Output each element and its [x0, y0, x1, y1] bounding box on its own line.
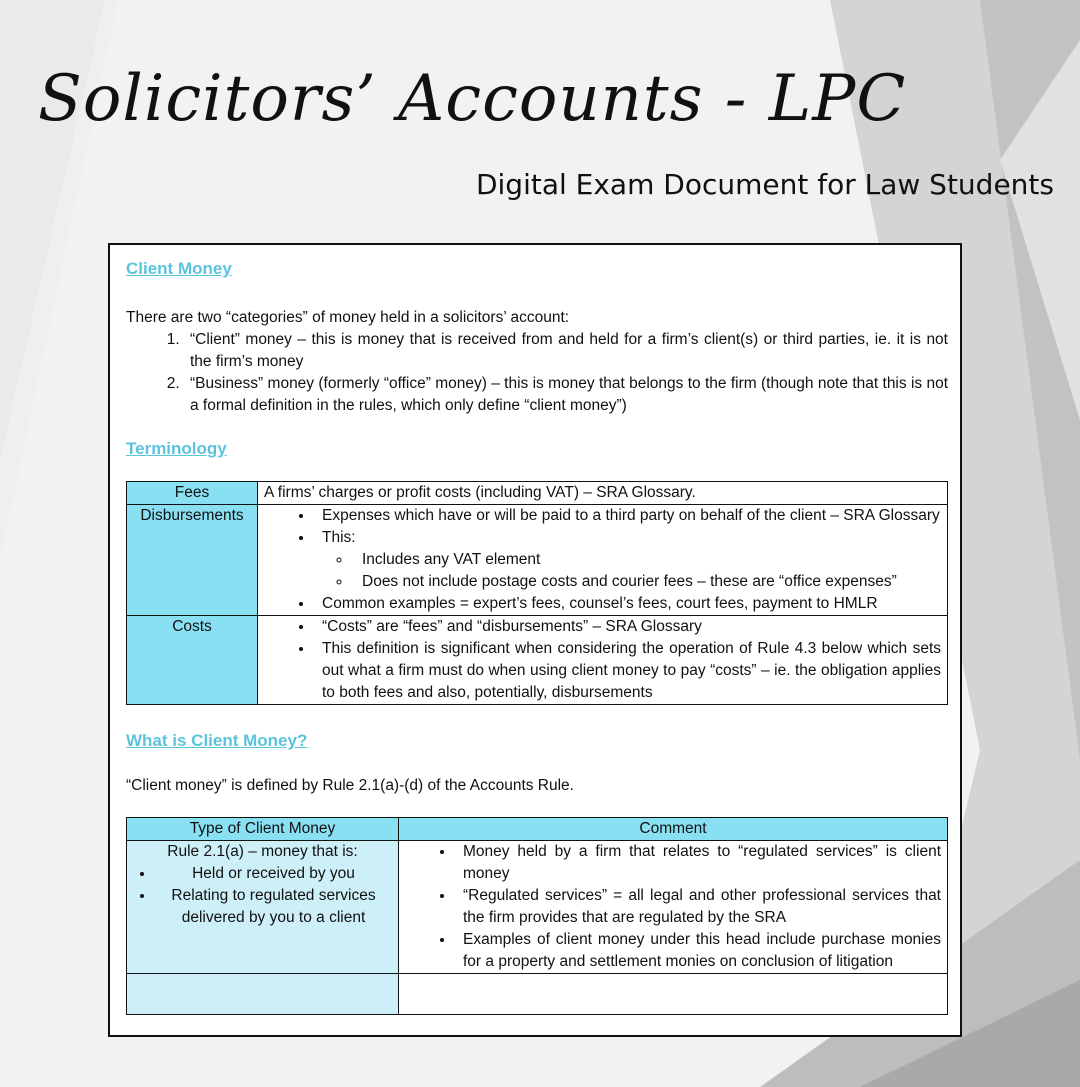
definition-fees: A firms’ charges or profit costs (including VAT) – SRA Glossary.	[258, 482, 948, 505]
list-item	[314, 527, 941, 593]
document-page	[108, 243, 962, 1037]
client-money-intro: There are two “categories” of money held in a solicitors’ account:	[126, 309, 570, 326]
column-header-comment: Comment	[399, 818, 948, 841]
table-row	[127, 841, 948, 974]
table-row	[127, 505, 948, 616]
definition-costs	[258, 616, 948, 705]
table-cell-empty	[399, 974, 948, 1015]
list-item: • Common examples = expert’s fees, counsel’s fees, court fees, payment to HMLR	[314, 593, 941, 615]
term-disbursements: Disbursements	[127, 505, 258, 616]
term-costs: Costs	[127, 616, 258, 705]
sublist-item: ◦ Does not include postage costs and courier fees – these are “office expenses”	[352, 571, 941, 593]
client-money-type-cell	[127, 841, 399, 974]
list-item: • Money held by a firm that relates to “regulated services” is client money	[455, 841, 941, 885]
page-subtitle: Digital Exam Document for Law Students	[475, 168, 1054, 201]
list-item: • Relating to regulated services delivered by you to a client	[155, 885, 392, 929]
table-row	[127, 616, 948, 705]
client-money-table	[126, 817, 948, 1015]
section-heading-client-money: Client Money	[126, 259, 232, 278]
sublist-item: ◦ Includes any VAT element	[352, 549, 941, 571]
list-item-text: This:	[322, 529, 356, 546]
terminology-table	[126, 481, 948, 705]
list-item: • Examples of client money under this head include purchase monies for a property and settlement monies on conclusion of litigation	[455, 929, 941, 973]
definition-disbursements	[258, 505, 948, 616]
client-money-definition: “Client money” is defined by Rule 2.1(a)-(d) of the Accounts Rule.	[126, 777, 574, 794]
list-item: • “Costs” are “fees” and “disbursements” – SRA Glossary	[314, 616, 941, 638]
table-row	[127, 482, 948, 505]
table-row	[127, 974, 948, 1015]
list-item: 1. “Client” money – this is money that is received from and held for a firm’s client(s) or third parties, ie. it is not the firm’s money	[184, 329, 948, 373]
column-header-type: Type of Client Money	[127, 818, 399, 841]
list-item: • “Regulated services” = all legal and other professional services that the firm provides that are regulated by the SRA	[455, 885, 941, 929]
list-item: • This definition is significant when considering the operation of Rule 4.3 below which sets out what a firm must do when using client money to pay “costs” – ie. the obligation applies to both fees and also, potentially, disbursements	[314, 638, 941, 704]
type-criteria-list	[133, 863, 392, 929]
page-title: Solicitors’ Accounts - LPC	[38, 62, 907, 136]
document-content	[126, 257, 948, 1015]
sublist	[322, 549, 941, 593]
table-cell-empty	[127, 974, 399, 1015]
section-heading-terminology: Terminology	[126, 439, 227, 458]
list-item: • Held or received by you	[155, 863, 392, 885]
type-title: Rule 2.1(a) – money that is:	[167, 843, 358, 860]
money-categories-list	[126, 329, 948, 417]
term-fees: Fees	[127, 482, 258, 505]
list-item: 2. “Business” money (formerly “office” money) – this is money that belongs to the firm (though note that this is not a formal definition in the rules, which only define “client money”)	[184, 373, 948, 417]
table-header-row	[127, 818, 948, 841]
client-money-comment-cell	[399, 841, 948, 974]
list-item: • Expenses which have or will be paid to a third party on behalf of the client – SRA Glossary	[314, 505, 941, 527]
section-heading-what-is-client-money: What is Client Money?	[126, 731, 308, 750]
